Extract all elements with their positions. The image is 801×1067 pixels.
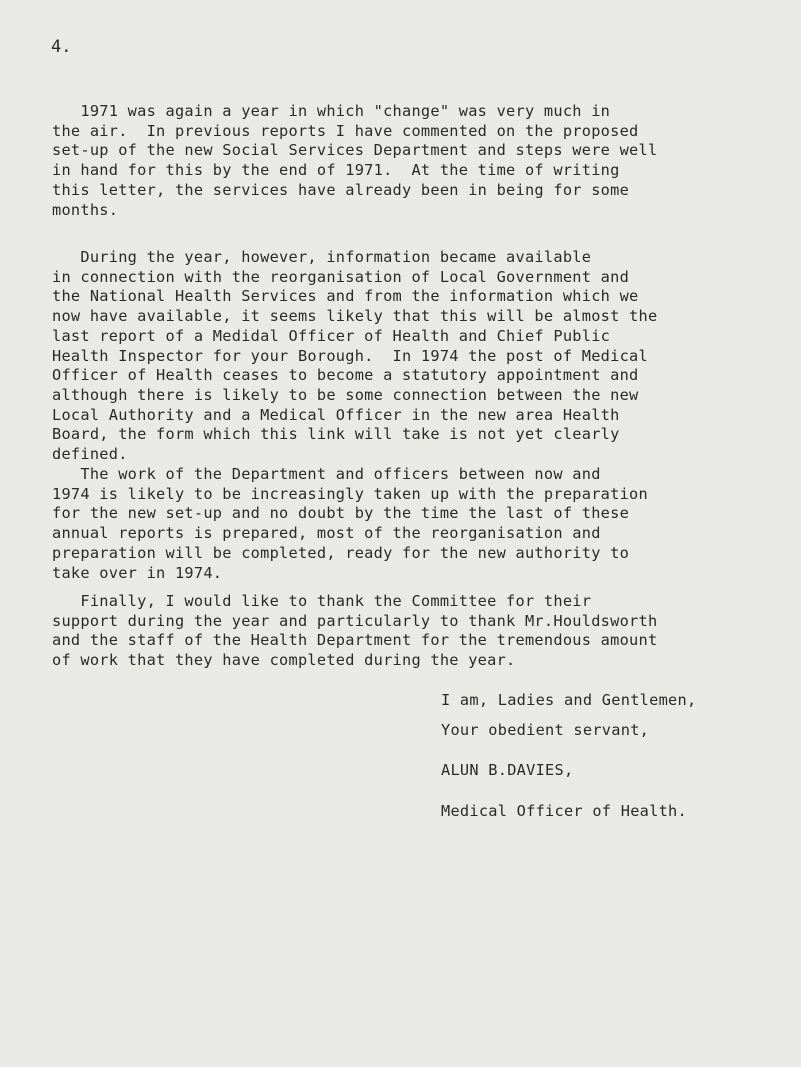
signatory-title: Medical Officer of Health. (441, 802, 687, 821)
text-line: in hand for this by the end of 1971. At the time of writing (52, 161, 620, 180)
paragraph-reorganisation (52, 248, 772, 465)
text-line: last report of a Medidal Officer of Health and Chief Public (52, 326, 611, 345)
paragraph-change-1971 (52, 102, 772, 220)
text-line: Officer of Health ceases to become a statutory appointment and (52, 366, 639, 385)
signatory-name: ALUN B.DAVIES, (441, 761, 574, 780)
text-line: take over in 1974. (52, 563, 223, 582)
closing-salutation: I am, Ladies and Gentlemen, (441, 691, 697, 709)
paragraph-work-of-department (52, 465, 772, 583)
text-line: for the new set-up and no doubt by the time the last of these (52, 504, 630, 523)
text-line: Local Authority and a Medical Officer in the new area Health (52, 405, 620, 424)
text-line: Board, the form which this link will take is not yet clearly (52, 425, 620, 444)
text-line: in connection with the reorganisation of Local Government and (52, 267, 630, 286)
text-line: Health Inspector for your Borough. In 1974 the post of Medical (52, 346, 648, 365)
text-line: During the year, however, information became available (52, 248, 592, 266)
text-line: although there is likely to be some connection between the new (52, 385, 639, 404)
text-line: the air. In previous reports I have commented on the proposed (52, 121, 639, 140)
text-line: of work that they have completed during the year. (52, 651, 516, 670)
text-line: the National Health Services and from the information which we (52, 287, 639, 306)
text-line: preparation will be completed, ready for the new authority to (52, 543, 630, 562)
paragraph-thanks (52, 592, 772, 671)
text-line: defined. (52, 445, 128, 464)
text-line: annual reports is prepared, most of the reorganisation and (52, 524, 601, 543)
text-line: 1974 is likely to be increasingly taken up with the preparation (52, 484, 648, 503)
text-line: support during the year and particularly to thank Mr.Houldsworth (52, 611, 658, 630)
text-line: The work of the Department and officers between now and (52, 465, 601, 483)
page-number: 4. (51, 37, 72, 57)
text-line: months. (52, 200, 119, 219)
closing-servant: Your obedient servant, (441, 720, 650, 739)
text-line: this letter, the services have already been in being for some (52, 180, 630, 199)
text-line: and the staff of the Health Department for the tremendous amount (52, 631, 658, 650)
sign-off-block (441, 691, 696, 822)
text-line: Finally, I would like to thank the Committee for their (52, 592, 592, 610)
text-line: 1971 was again a year in which "change" was very much in (52, 102, 611, 120)
text-line: set-up of the new Social Services Department and steps were well (52, 141, 658, 160)
text-line: now have available, it seems likely that this will be almost the (52, 307, 658, 326)
